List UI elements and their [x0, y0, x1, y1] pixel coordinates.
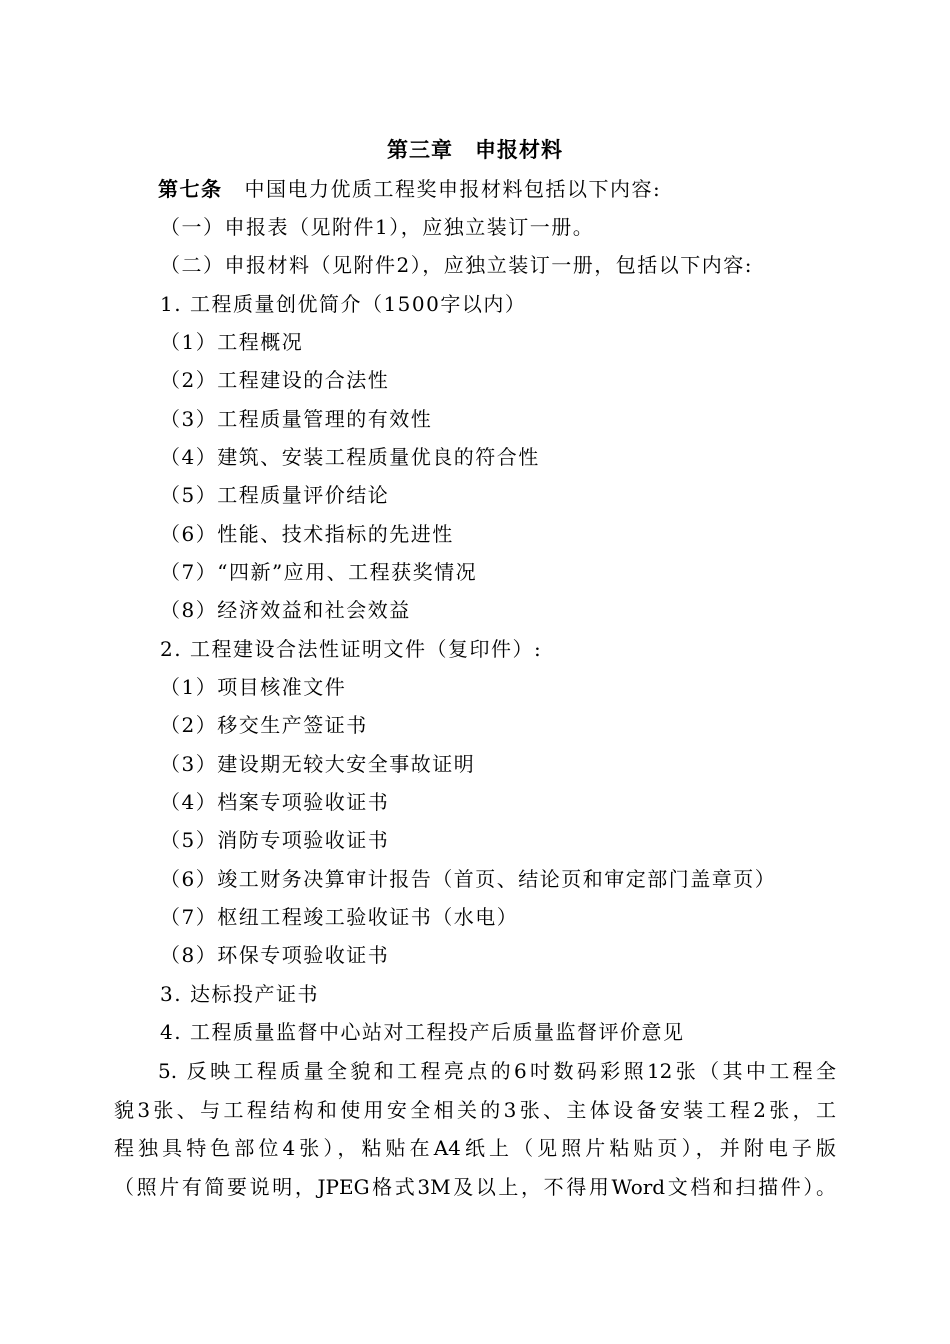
item-5: （2）工程建设的合法性 [160, 368, 390, 392]
item-10: （7）“四新”应用、工程获奖情况 [160, 560, 478, 584]
item-8: （5）工程质量评价结论 [160, 483, 390, 507]
item-4: （1）工程概况 [160, 330, 304, 354]
item-2: （二）申报材料（见附件2），应独立装订一册，包括以下内容: [160, 253, 753, 277]
item-9: （6）性能、技术指标的先进性 [160, 522, 454, 546]
paragraph5-line-1: 5. 反映工程质量全貌和工程亮点的6吋数码彩照12张（其中工程全 [158, 1059, 836, 1083]
chapter-title: 第三章 申报材料 [387, 137, 563, 162]
item-1: （一）申报表（见附件1），应独立装订一册。 [160, 215, 595, 239]
item-16: （4）档案专项验收证书 [160, 790, 390, 814]
item-13: （1）项目核准文件 [160, 675, 347, 699]
item-7: （4）建筑、安装工程质量优良的符合性 [160, 445, 540, 469]
article-label: 第七条 [158, 177, 223, 201]
item-12: 2. 工程建设合法性证明文件（复印件）: [160, 637, 543, 661]
item-19: （7）枢纽工程竣工验收证书（水电） [160, 905, 519, 929]
paragraph5-line-4: （照片有简要说明，JPEG格式3M及以上，不得用Word文档和扫描件）。 [114, 1175, 836, 1199]
item-22: 4. 工程质量监督中心站对工程投产后质量监督评价意见 [160, 1020, 685, 1044]
item-3: 1. 工程质量创优简介（1500字以内） [160, 292, 527, 316]
item-15: （3）建设期无较大安全事故证明 [160, 752, 476, 776]
item-14: （2）移交生产签证书 [160, 713, 368, 737]
item-6: （3）工程质量管理的有效性 [160, 407, 433, 431]
article-7 [158, 172, 661, 206]
item-18: （6）竣工财务决算审计报告（首页、结论页和审定部门盖章页） [160, 867, 777, 891]
item-17: （5）消防专项验收证书 [160, 828, 390, 852]
paragraph5-line-3: 程独具特色部位4张），粘贴在A4纸上（见照片粘贴页），并附电子版 [114, 1136, 836, 1160]
item-20: （8）环保专项验收证书 [160, 943, 390, 967]
item-11: （8）经济效益和社会效益 [160, 598, 411, 622]
item-21: 3. 达标投产证书 [160, 982, 319, 1006]
paragraph5-line-2: 貌3张、与工程结构和使用安全相关的3张、主体设备安装工程2张，工 [114, 1098, 836, 1122]
article-text: 中国电力优质工程奖申报材料包括以下内容: [244, 177, 662, 201]
